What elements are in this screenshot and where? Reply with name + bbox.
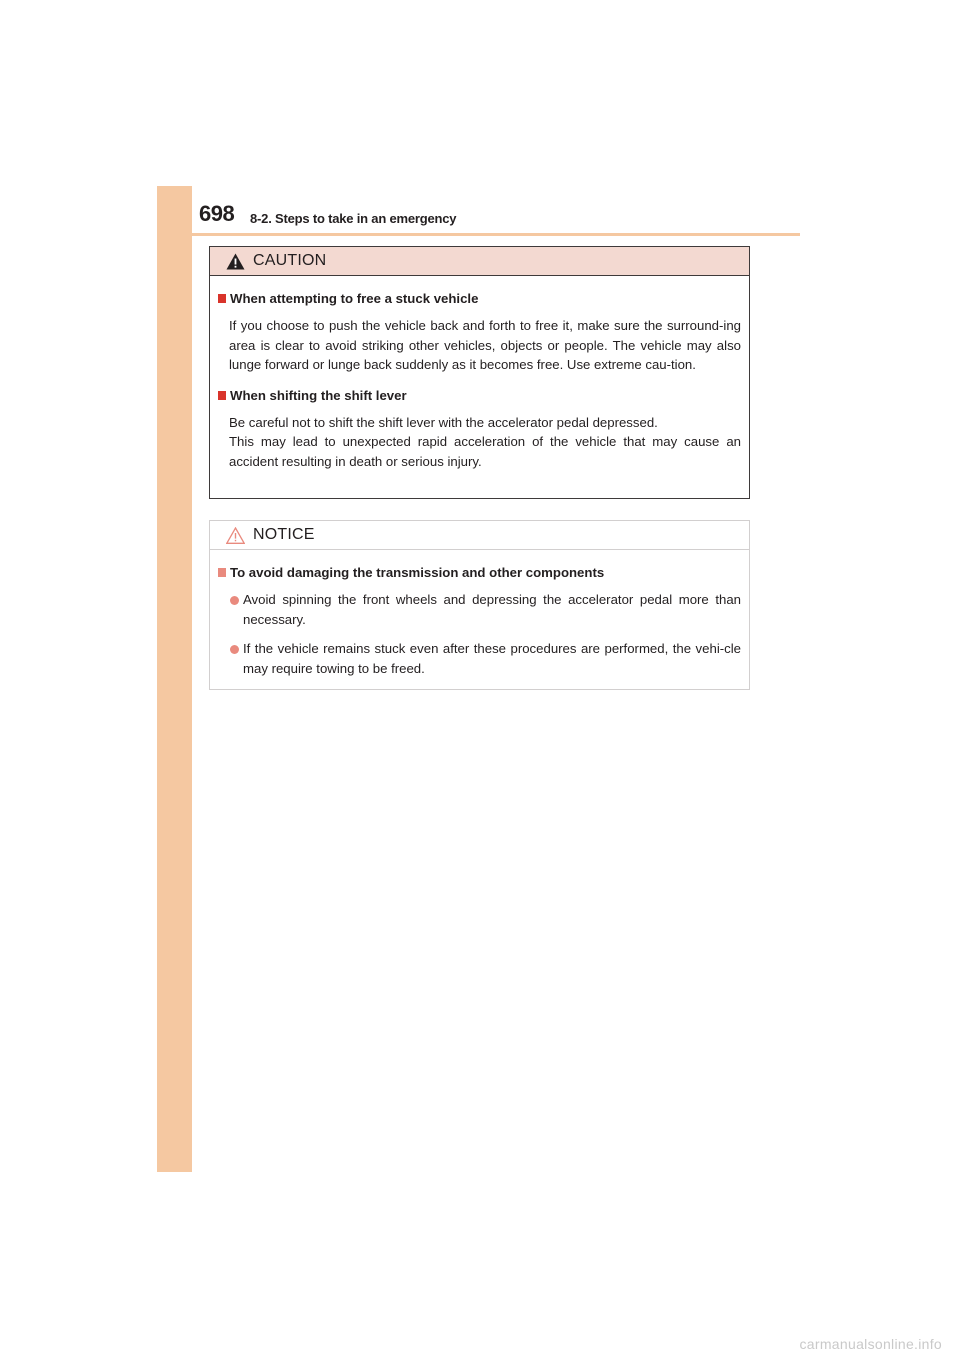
warning-triangle-icon bbox=[226, 253, 245, 270]
caution-box bbox=[209, 246, 750, 499]
caution-header bbox=[210, 247, 749, 276]
header-rule bbox=[157, 233, 800, 236]
notice-body bbox=[210, 550, 749, 678]
notice-bullet bbox=[218, 639, 741, 678]
notice-subheading bbox=[218, 564, 741, 582]
page-number: 698 bbox=[199, 201, 235, 226]
caution-subheading bbox=[218, 387, 741, 405]
caution-label: CAUTION bbox=[253, 252, 327, 269]
round-bullet-icon bbox=[230, 645, 239, 654]
notice-bullet-text: If the vehicle remains stuck even after these procedures are performed, the vehi-cle may require towing to be freed. bbox=[243, 641, 741, 676]
watermark: carmanualsonline.info bbox=[799, 1336, 942, 1352]
round-bullet-icon bbox=[230, 596, 239, 605]
notice-bullet bbox=[218, 590, 741, 629]
square-bullet-icon bbox=[218, 391, 226, 400]
notice-label: NOTICE bbox=[253, 526, 315, 543]
notice-triangle-icon bbox=[226, 527, 245, 544]
chapter-side-tab bbox=[157, 186, 192, 1172]
notice-box bbox=[209, 520, 750, 690]
section-title: 8-2. Steps to take in an emergency bbox=[250, 211, 457, 226]
caution-paragraph bbox=[218, 413, 741, 472]
notice-header bbox=[210, 521, 749, 550]
square-bullet-icon bbox=[218, 568, 226, 577]
caution-subheading-text: When attempting to free a stuck vehicle bbox=[230, 291, 479, 306]
caution-body bbox=[210, 276, 749, 471]
square-bullet-icon bbox=[218, 294, 226, 303]
caution-subheading-text: When shifting the shift lever bbox=[230, 387, 407, 403]
caution-subheading bbox=[218, 290, 741, 308]
caution-paragraph bbox=[218, 316, 741, 375]
notice-subheading-text: To avoid damaging the transmission and other components bbox=[230, 565, 605, 580]
caution-text: This may lead to unexpected rapid acceleration of the vehicle that may cause an accident resulting in death or serious injury. bbox=[229, 434, 741, 469]
caution-text: Be careful not to shift the shift lever with the accelerator pedal depressed. bbox=[229, 414, 658, 430]
notice-bullet-text: Avoid spinning the front wheels and depressing the accelerator pedal more than necessary. bbox=[243, 592, 741, 627]
caution-text: If you choose to push the vehicle back and forth to free it, make sure the surround-ing area is clear to avoid striking other vehicles, objects or people. The vehicle may also lunge forward or lunge back suddenly as it becomes free. Use extreme cau-tion. bbox=[229, 318, 741, 372]
